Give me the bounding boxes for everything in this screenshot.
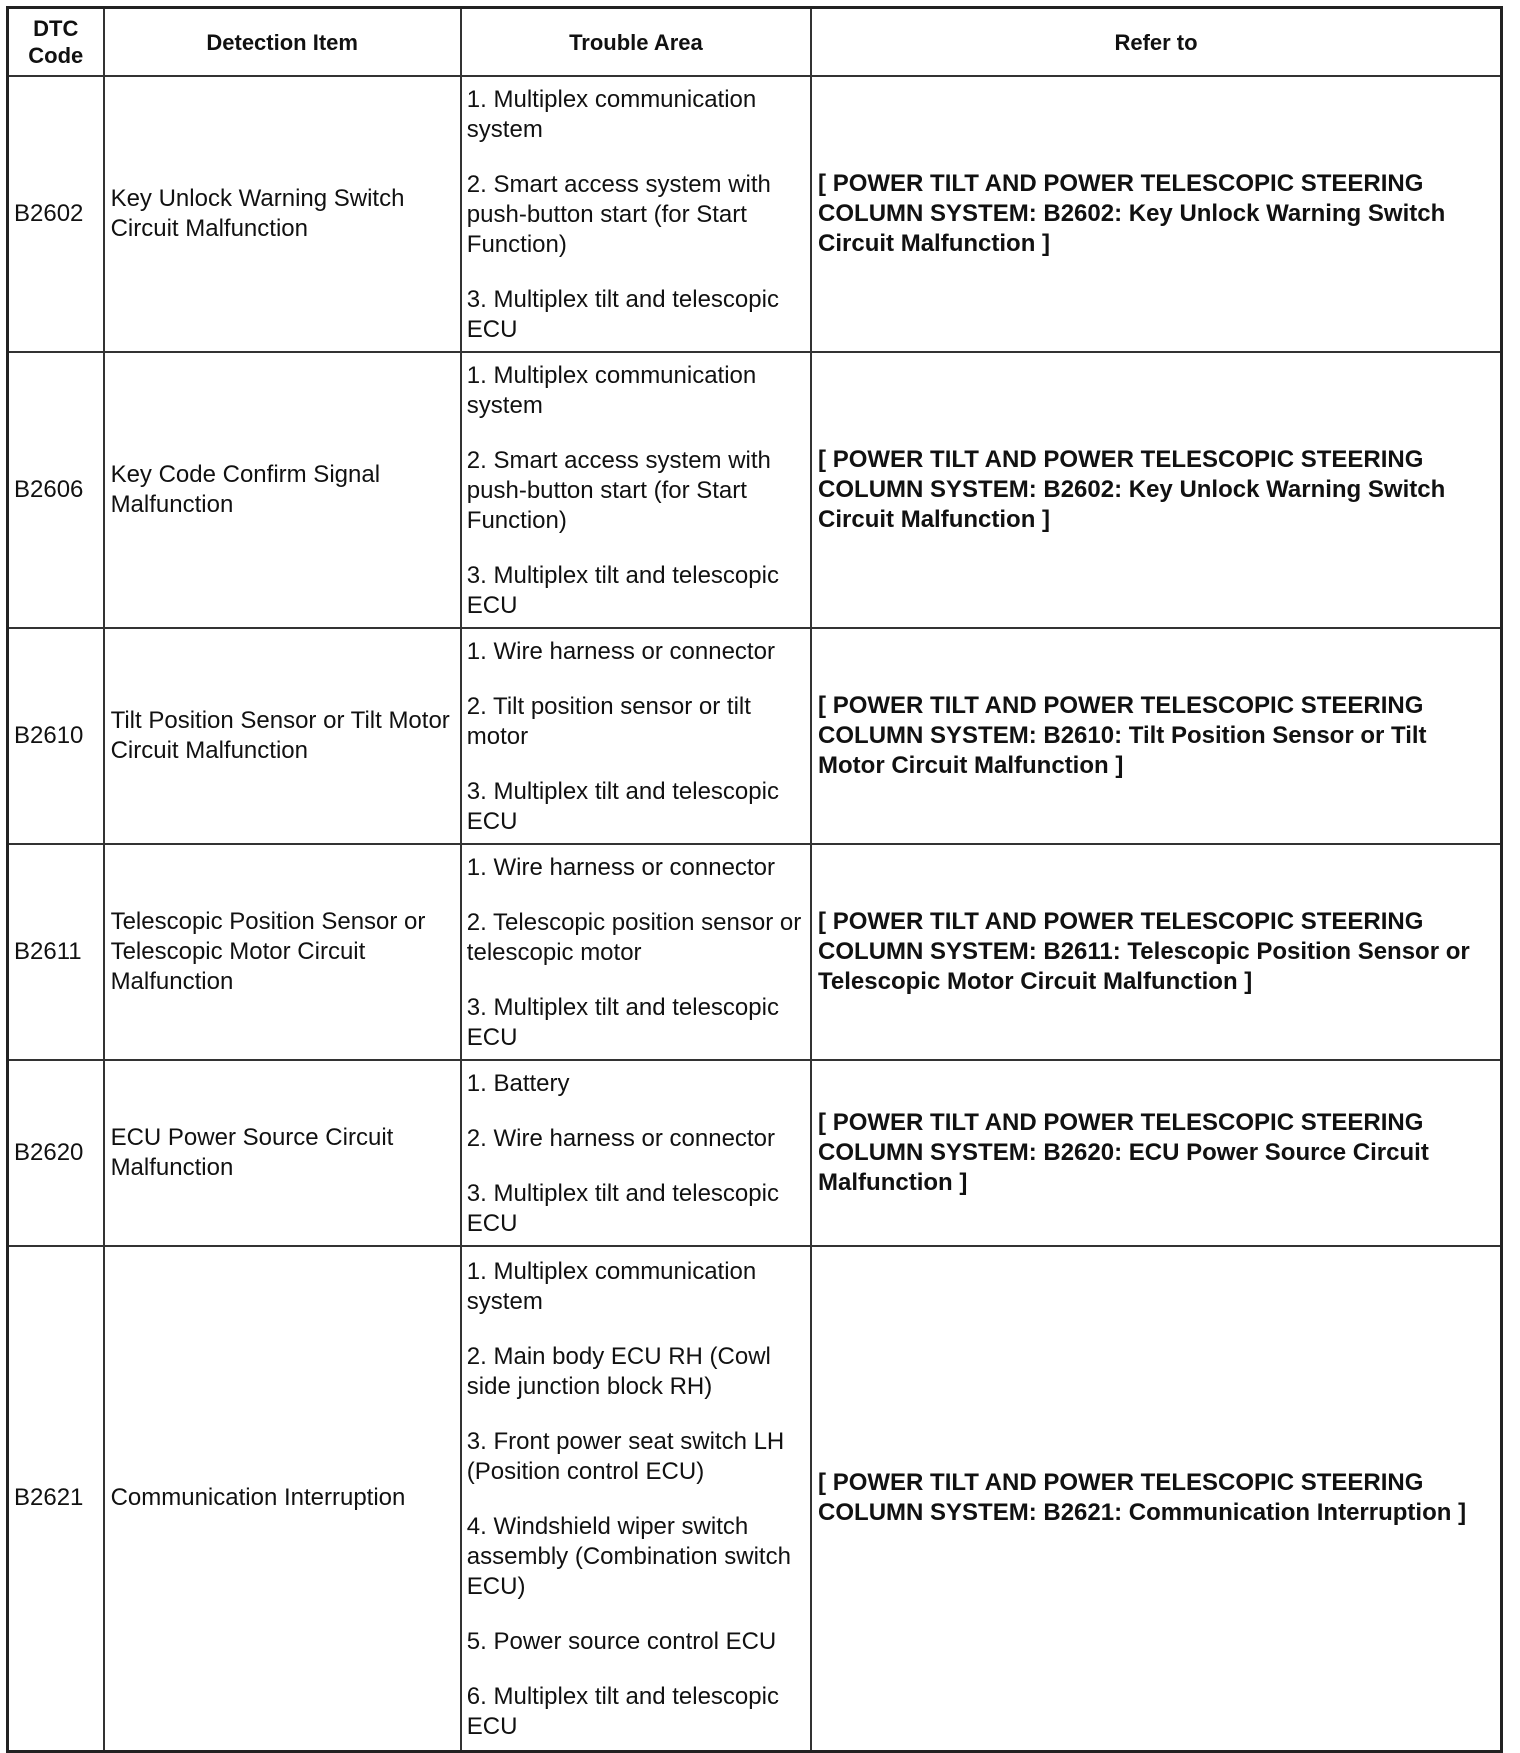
trouble-area-cell xyxy=(461,352,811,628)
header-row xyxy=(8,8,1502,77)
trouble-area-cell xyxy=(461,76,811,352)
trouble-area-entry: 3. Multiplex tilt and telescopic ECU xyxy=(466,562,779,619)
detection-item-cell: Key Code Confirm Signal Malfunction xyxy=(104,352,461,628)
trouble-area-entry: 1. Multiplex communication system xyxy=(466,86,757,143)
trouble-area-entry: 2. Smart access system with push-button start (for Start Function) xyxy=(466,171,771,258)
table-row xyxy=(8,628,1502,844)
trouble-area-entry: 6. Multiplex tilt and telescopic ECU xyxy=(466,1682,779,1740)
dtc-code-cell: B2621 xyxy=(8,1246,104,1751)
table-row xyxy=(8,844,1502,1060)
refer-to-link[interactable]: [ POWER TILT AND POWER TELESCOPIC STEERING COLUMN SYSTEM: B2602: Key Unlock Warning Switch Circuit Malfunction ] xyxy=(811,76,1501,352)
refer-to-link[interactable]: [ POWER TILT AND POWER TELESCOPIC STEERING COLUMN SYSTEM: B2610: Tilt Position Sensor or Tilt Motor Circuit Malfunction ] xyxy=(811,628,1501,844)
trouble-area-entry: 3. Multiplex tilt and telescopic ECU xyxy=(466,994,779,1051)
trouble-area-entry: 3. Multiplex tilt and telescopic ECU xyxy=(466,1180,779,1237)
trouble-area-entry: 2. Telescopic position sensor or telescopic motor xyxy=(466,909,802,966)
trouble-area-entry: 1. Wire harness or connector xyxy=(466,854,775,881)
trouble-area-entry: 2. Tilt position sensor or tilt motor xyxy=(466,693,751,750)
header-detection-item: Detection Item xyxy=(104,8,461,77)
dtc-code-cell: B2620 xyxy=(8,1060,104,1246)
detection-item-cell: Telescopic Position Sensor or Telescopic Motor Circuit Malfunction xyxy=(104,844,461,1060)
refer-to-link[interactable]: [ POWER TILT AND POWER TELESCOPIC STEERING COLUMN SYSTEM: B2621: Communication Interruption ] xyxy=(811,1246,1501,1751)
trouble-area-entry: 3. Multiplex tilt and telescopic ECU xyxy=(466,778,779,835)
trouble-area-cell xyxy=(461,844,811,1060)
header-refer-to: Refer to xyxy=(811,8,1501,77)
trouble-area-entry: 2. Smart access system with push-button start (for Start Function) xyxy=(466,447,771,534)
dtc-code-cell: B2602 xyxy=(8,76,104,352)
trouble-area-entry: 2. Wire harness or connector xyxy=(466,1125,775,1152)
trouble-area-entry: 1. Multiplex communication system xyxy=(466,362,757,419)
refer-to-link[interactable]: [ POWER TILT AND POWER TELESCOPIC STEERING COLUMN SYSTEM: B2611: Telescopic Position Sensor or Telescopic Motor Circuit Malfunction ] xyxy=(811,844,1501,1060)
table-row xyxy=(8,76,1502,352)
dtc-table xyxy=(6,6,1503,1753)
header-trouble-area: Trouble Area xyxy=(461,8,811,77)
trouble-area-entry: 3. Multiplex tilt and telescopic ECU xyxy=(466,286,779,343)
detection-item-cell: Key Unlock Warning Switch Circuit Malfunction xyxy=(104,76,461,352)
dtc-code-cell: B2610 xyxy=(8,628,104,844)
trouble-area-entry: 3. Front power seat switch LH (Position control ECU) xyxy=(466,1427,785,1485)
trouble-area-entry: 4. Windshield wiper switch assembly (Combination switch ECU) xyxy=(466,1512,791,1600)
detection-item-cell: Tilt Position Sensor or Tilt Motor Circuit Malfunction xyxy=(104,628,461,844)
trouble-area-entry: 2. Main body ECU RH (Cowl side junction block RH) xyxy=(466,1342,771,1400)
trouble-area-entry: 1. Battery xyxy=(466,1070,570,1097)
detection-item-cell: ECU Power Source Circuit Malfunction xyxy=(104,1060,461,1246)
refer-to-link[interactable]: [ POWER TILT AND POWER TELESCOPIC STEERING COLUMN SYSTEM: B2620: ECU Power Source Circuit Malfunction ] xyxy=(811,1060,1501,1246)
table-row xyxy=(8,352,1502,628)
header-dtc-code: DTC Code xyxy=(8,8,104,77)
detection-item-cell: Communication Interruption xyxy=(104,1246,461,1751)
trouble-area-cell xyxy=(461,1060,811,1246)
table-row xyxy=(8,1246,1502,1751)
trouble-area-entry: 1. Wire harness or connector xyxy=(466,638,775,665)
trouble-area-entry: 5. Power source control ECU xyxy=(466,1627,777,1655)
trouble-area-entry: 1. Multiplex communication system xyxy=(466,1257,757,1315)
dtc-code-cell: B2611 xyxy=(8,844,104,1060)
table-body xyxy=(8,76,1502,1751)
trouble-area-cell xyxy=(461,628,811,844)
table-header xyxy=(8,8,1502,77)
refer-to-link[interactable]: [ POWER TILT AND POWER TELESCOPIC STEERING COLUMN SYSTEM: B2602: Key Unlock Warning Switch Circuit Malfunction ] xyxy=(811,352,1501,628)
dtc-code-cell: B2606 xyxy=(8,352,104,628)
trouble-area-cell xyxy=(461,1246,811,1751)
table-row xyxy=(8,1060,1502,1246)
